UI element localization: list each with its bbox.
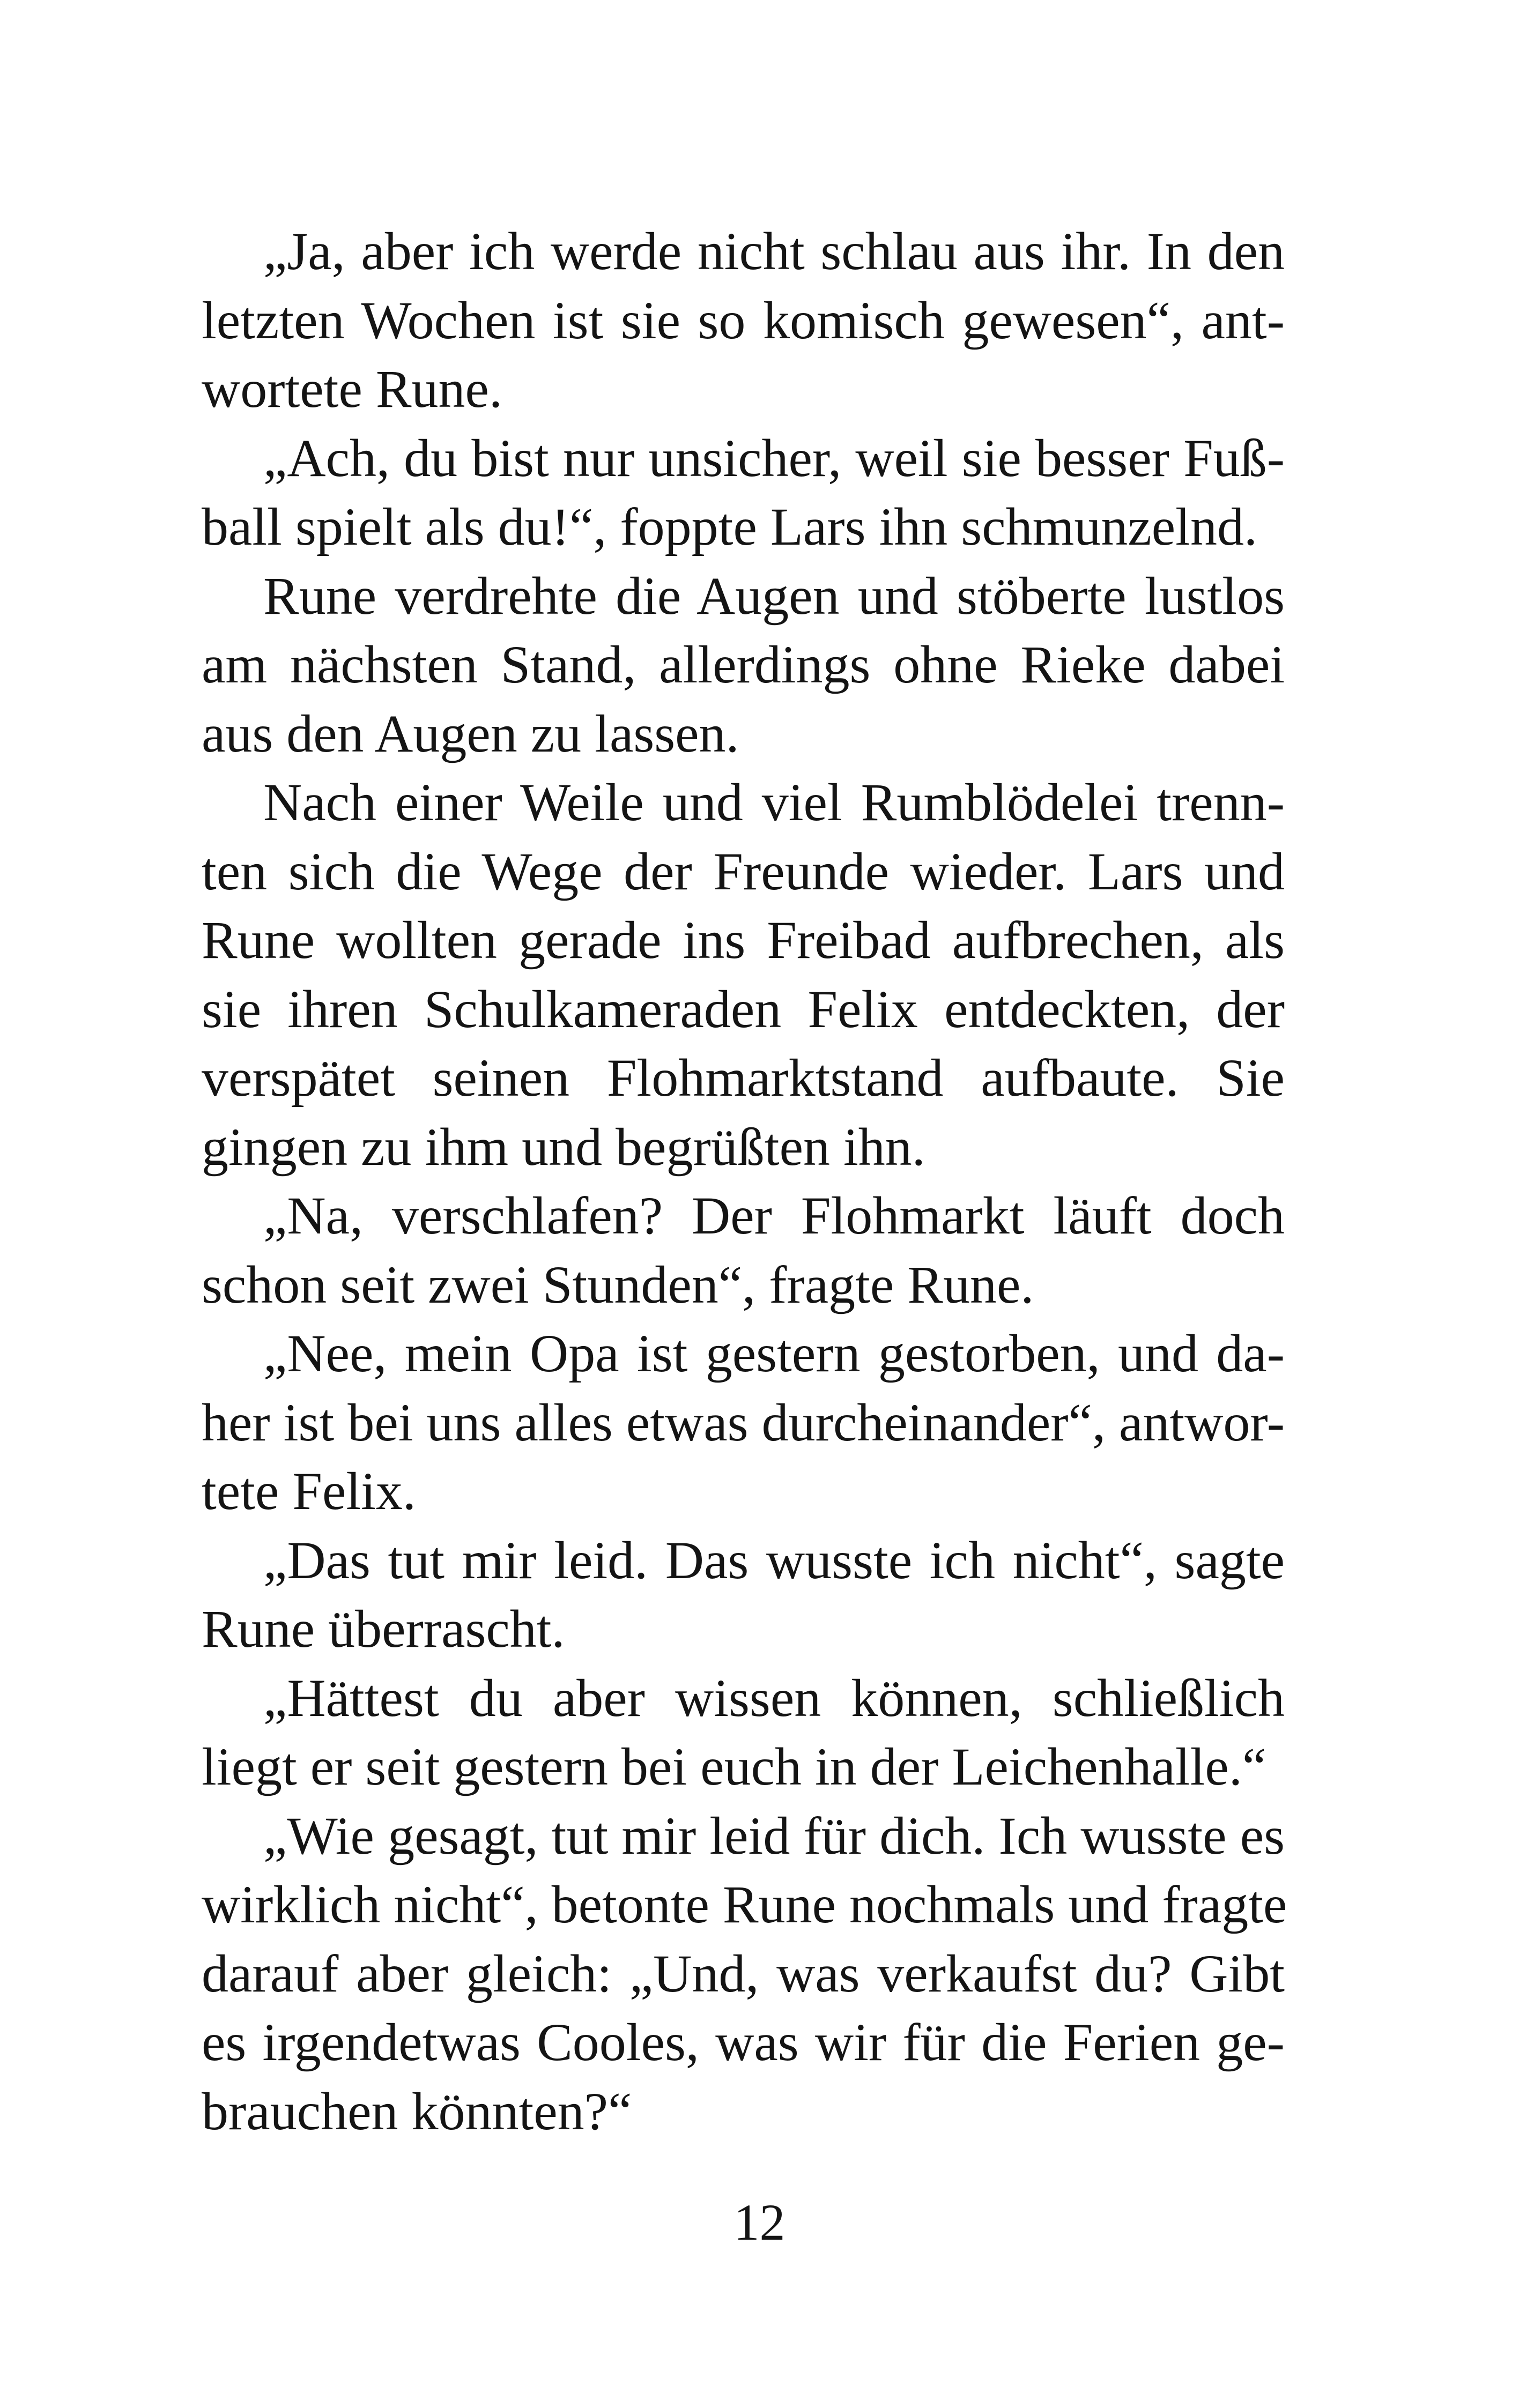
paragraph — [202, 768, 1285, 1181]
text-line: wirklich nicht“, betonte Rune nochmals und fragte — [202, 1875, 1287, 1934]
text-line: tete Felix. — [202, 1461, 416, 1521]
paragraph — [202, 1181, 1285, 1319]
text-line: „Ja, aber ich werde nicht schlau aus ihr. In den — [263, 221, 1285, 281]
text-line: „Das tut mir leid. Das wusste ich nicht“, sagte — [263, 1530, 1285, 1590]
text-line: sie ihren Schulkameraden Felix entdeckten, der — [202, 979, 1285, 1039]
paragraph — [202, 424, 1285, 562]
page-number: 12 — [733, 2194, 786, 2251]
text-line: „Nee, mein Opa ist gestern gestorben, und da- — [263, 1324, 1285, 1383]
text-line: „Wie gesagt, tut mir leid für dich. Ich wusste es — [263, 1805, 1285, 1866]
paragraph — [202, 217, 1285, 424]
body-text — [202, 217, 1285, 2146]
paragraph — [202, 1526, 1285, 1664]
text-line: Nach einer Weile und viel Rumblödelei trenn- — [263, 772, 1285, 832]
text-line: Rune verdrehte die Augen und stöberte lustlos — [263, 566, 1285, 626]
text-line: ten sich die Wege der Freunde wieder. Lars und — [202, 841, 1285, 901]
text-line: Rune überrascht. — [202, 1599, 565, 1659]
text-line: „Ach, du bist nur unsicher, weil sie besser Fuß- — [263, 428, 1285, 488]
text-line: schon seit zwei Stunden“, fragte Rune. — [202, 1254, 1034, 1314]
text-line: „Hättest du aber wissen können, schließlich — [263, 1668, 1285, 1728]
text-line: verspätet seinen Flohmarktstand aufbaute. Sie — [202, 1048, 1285, 1108]
text-line: ball spielt als du!“, foppte Lars ihn schmunzelnd. — [202, 497, 1257, 556]
paragraph — [202, 562, 1285, 769]
text-line: letzten Wochen ist sie so komisch gewesen“, ant- — [202, 290, 1285, 350]
paragraph — [202, 1802, 1285, 2146]
text-line: aus den Augen zu lassen. — [202, 703, 739, 763]
text-line: gingen zu ihm und begrüßten ihn. — [202, 1117, 925, 1177]
text-line: am nächsten Stand, allerdings ohne Rieke dabei — [202, 635, 1285, 694]
text-line: Rune wollten gerade ins Freibad aufbrechen, als — [202, 910, 1285, 970]
paragraph — [202, 1664, 1285, 1802]
text-line: „Na, verschlafen? Der Flohmarkt läuft doch — [263, 1186, 1285, 1245]
text-line: es irgendetwas Cooles, was wir für die Ferien ge- — [202, 2012, 1285, 2072]
paragraph — [202, 1319, 1285, 1526]
text-line: wortete Rune. — [202, 359, 502, 419]
text-line: her ist bei uns alles etwas durcheinander“, antwor- — [202, 1392, 1285, 1452]
text-line: liegt er seit gestern bei euch in der Leichenhalle.“ — [202, 1737, 1266, 1796]
text-line: darauf aber gleich: „Und, was verkaufst du? Gibt — [202, 1943, 1285, 2003]
text-line: brauchen könnten?“ — [202, 2081, 632, 2141]
